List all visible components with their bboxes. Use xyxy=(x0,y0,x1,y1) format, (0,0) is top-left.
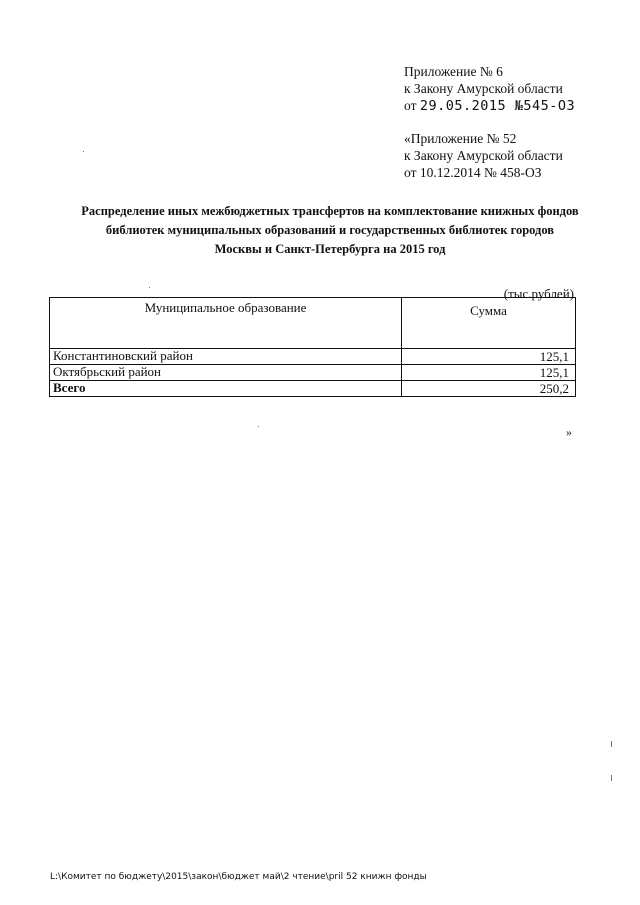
table-header-municipality: Муниципальное образование xyxy=(50,298,402,349)
appendix-current-date-stamp: 29.05.2015 №545-ОЗ xyxy=(419,98,576,114)
closing-quote: » xyxy=(566,425,572,439)
scan-speck xyxy=(83,151,84,152)
footer-file-path: L:\Комитет по бюджету\2015\закон\бюджет май\2 чтение\pril 52 книжн фонды xyxy=(50,872,427,882)
appendix-original-law-ref: к Закону Амурской области xyxy=(404,148,563,163)
scan-speck xyxy=(611,775,612,781)
transfers-table xyxy=(49,297,576,397)
table-total-row xyxy=(50,381,576,397)
scan-speck xyxy=(611,741,612,747)
appendix-original-number: «Приложение № 52 xyxy=(404,131,517,146)
appendix-original-date: от 10.12.2014 № 458-ОЗ xyxy=(404,165,542,180)
document-title xyxy=(40,202,620,259)
table-cell-municipality: Константиновский район xyxy=(50,349,402,365)
table-row xyxy=(50,365,576,381)
table-cell-amount: 125,1 xyxy=(402,349,576,365)
scan-speck xyxy=(258,426,259,427)
table-row xyxy=(50,349,576,365)
appendix-original-block xyxy=(404,130,563,181)
scan-speck xyxy=(149,287,150,288)
appendix-current-block xyxy=(404,63,575,115)
table-unit-note: (тыс.рублей) xyxy=(503,286,574,301)
document-title-line-2: библиотек муниципальных образований и государственных библиотек городов xyxy=(105,223,555,237)
table-total-label: Всего xyxy=(50,381,402,397)
appendix-current-number: Приложение № 6 xyxy=(404,64,503,79)
document-title-line-1: Распределение иных межбюджетных трансфертов на комплектование книжных фондов xyxy=(81,204,579,218)
appendix-current-date-prefix: от xyxy=(404,98,417,113)
appendix-current-date xyxy=(404,97,575,115)
table-header-row xyxy=(50,298,576,349)
appendix-current-law-ref: к Закону Амурской области xyxy=(404,81,563,96)
table-header-amount: Сумма xyxy=(402,298,576,349)
table-cell-amount: 125,1 xyxy=(402,365,576,381)
document-title-line-3: Москвы и Санкт-Петербурга на 2015 год xyxy=(214,242,446,256)
table-total-amount: 250,2 xyxy=(402,381,576,397)
table-cell-municipality: Октябрьский район xyxy=(50,365,402,381)
